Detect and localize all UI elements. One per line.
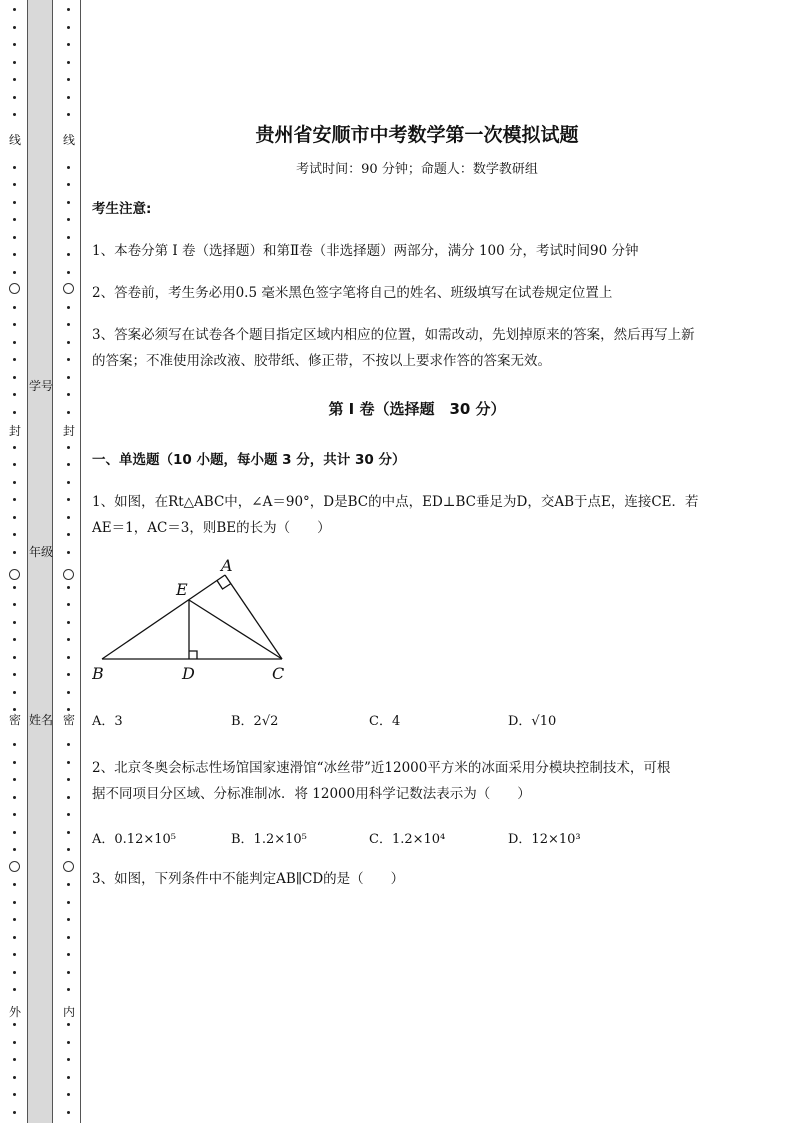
dot [67, 796, 70, 799]
dot [13, 78, 16, 81]
option-c: C．4 [369, 714, 401, 729]
dot [67, 78, 70, 81]
dot [13, 673, 16, 676]
dot [13, 411, 16, 414]
dot [13, 971, 16, 974]
part-title: 一、单选题（10 小题，每小题 3 分，共计 30 分） [92, 452, 406, 468]
dot [13, 481, 16, 484]
dot [67, 393, 70, 396]
dot [13, 306, 16, 309]
triangle-figure [92, 555, 302, 685]
dot [13, 1076, 16, 1079]
dot [67, 358, 70, 361]
segment-ec [189, 600, 282, 659]
dot [67, 43, 70, 46]
dot [67, 516, 70, 519]
dot [67, 953, 70, 956]
label-a: A [221, 556, 233, 575]
dot [67, 306, 70, 309]
dot [67, 61, 70, 64]
dot [67, 621, 70, 624]
dot [13, 848, 16, 851]
dot [67, 498, 70, 501]
option-c: C．1.2×10⁴ [369, 832, 446, 847]
dot [67, 481, 70, 484]
dot [67, 691, 70, 694]
dot [67, 831, 70, 834]
dot [13, 236, 16, 239]
label-b: B [92, 664, 104, 683]
dot [13, 603, 16, 606]
dot [13, 8, 16, 11]
dot [67, 218, 70, 221]
option-b: B．1.2×10⁵ [231, 832, 307, 847]
dot [13, 358, 16, 361]
dot [13, 446, 16, 449]
question-1-line-2: AE＝1，AC＝3，则BE的长为（ ） [92, 520, 331, 536]
dot [67, 918, 70, 921]
dot [13, 96, 16, 99]
name-label: 姓名 [28, 713, 53, 727]
notice-heading: 考生注意: [92, 201, 152, 217]
dot [67, 586, 70, 589]
dot [13, 743, 16, 746]
name-field-strip [27, 0, 53, 1123]
dot [13, 918, 16, 921]
dot [13, 201, 16, 204]
dot [67, 936, 70, 939]
dot [67, 113, 70, 116]
dot [13, 953, 16, 956]
dot [13, 271, 16, 274]
dot [13, 708, 16, 711]
dot [13, 621, 16, 624]
segment-ba [102, 575, 225, 659]
dot [13, 1023, 16, 1026]
dot [13, 183, 16, 186]
dot [67, 813, 70, 816]
label-d: D [182, 664, 195, 683]
question-1-line-1: 1、如图，在Rt△ABC中，∠A＝90°，D是BC的中点，ED⊥BC垂足为D，交AB于点E，连接CE．若 [92, 494, 699, 510]
binding-char: 外 [8, 1005, 21, 1019]
dot [67, 1023, 70, 1026]
dot [67, 533, 70, 536]
dot [67, 201, 70, 204]
student-id-label: 学号 [28, 379, 53, 393]
dot [67, 96, 70, 99]
label-e: E [176, 580, 188, 599]
label-c: C [272, 664, 285, 683]
dot [67, 463, 70, 466]
dot [67, 1041, 70, 1044]
dot [13, 778, 16, 781]
dot [13, 988, 16, 991]
dot [13, 551, 16, 554]
dot [67, 236, 70, 239]
dot [67, 743, 70, 746]
dot [13, 656, 16, 659]
dot [13, 1058, 16, 1061]
dot [13, 26, 16, 29]
dot [67, 166, 70, 169]
dot [13, 1041, 16, 1044]
dot [67, 411, 70, 414]
ring-marker [9, 861, 20, 872]
dot [13, 516, 16, 519]
dot [67, 183, 70, 186]
dot [67, 1076, 70, 1079]
binding-margin [0, 0, 82, 1123]
dot [67, 673, 70, 676]
dot [13, 1111, 16, 1114]
dot [67, 551, 70, 554]
question-2-line-2: 据不同项目分区域、分标准制冰．将 12000用科学记数法表示为（ ） [92, 786, 531, 802]
question-1-options [92, 710, 742, 730]
dot [13, 43, 16, 46]
ring-marker [9, 283, 20, 294]
question-2-line-1: 2、北京冬奥会标志性场馆国家速滑馆“冰丝带”近12000平方米的冰面采用分模块控制技术，可根 [92, 760, 671, 776]
notice-item-1: 1、本卷分第 I 卷（选择题）和第Ⅱ卷（非选择题）两部分，满分 100 分，考试时间90 分钟 [92, 243, 639, 259]
dot [67, 883, 70, 886]
dot [13, 61, 16, 64]
dot [67, 323, 70, 326]
option-d: D．12×10³ [508, 832, 581, 847]
dot [67, 988, 70, 991]
dot [67, 603, 70, 606]
dot [67, 26, 70, 29]
ring-marker [9, 569, 20, 580]
dot [13, 1093, 16, 1096]
dot [67, 271, 70, 274]
dot [13, 533, 16, 536]
dot [13, 463, 16, 466]
dot [67, 778, 70, 781]
dot [13, 936, 16, 939]
dot [67, 1093, 70, 1096]
dot [13, 341, 16, 344]
dot [67, 341, 70, 344]
dot [13, 796, 16, 799]
ring-marker [63, 283, 74, 294]
notice-item-2: 2、答卷前，考生务必用0.5 毫米黑色签字笔将自己的姓名、班级填写在试卷规定位置上 [92, 285, 613, 301]
option-d: D．√10 [508, 714, 557, 729]
dot [13, 691, 16, 694]
dot [67, 1058, 70, 1061]
dot [13, 586, 16, 589]
dot [67, 761, 70, 764]
binding-border [80, 0, 81, 1123]
dot [13, 498, 16, 501]
dot [67, 1111, 70, 1114]
dot [13, 166, 16, 169]
ring-marker [63, 569, 74, 580]
dot [13, 813, 16, 816]
dot [13, 218, 16, 221]
notice-item-3: 3、答案必须写在试卷各个题目指定区域内相应的位置，如需改动，先划掉原来的答案，然后再写上新 [92, 327, 695, 343]
dot [67, 638, 70, 641]
dot [67, 8, 70, 11]
dot [13, 253, 16, 256]
dot [13, 638, 16, 641]
dot [13, 376, 16, 379]
binding-char: 密 [62, 713, 75, 727]
segment-ac [225, 575, 282, 659]
dot [13, 393, 16, 396]
notice-item-3-cont: 的答案；不准使用涂改液、胶带纸、修正带，不按以上要求作答的答案无效。 [92, 353, 551, 369]
option-b: B．2√2 [231, 714, 279, 729]
outer-dotted-line [8, 0, 22, 1123]
dot [67, 253, 70, 256]
exam-subtitle: 考试时间：90 分钟；命题人：数学教研组 [296, 162, 538, 177]
inner-dotted-line [62, 0, 76, 1123]
dot [67, 971, 70, 974]
binding-char: 封 [8, 424, 21, 438]
dot [67, 446, 70, 449]
dot [13, 113, 16, 116]
section-title: 第 I 卷（选择题 30 分） [328, 400, 506, 418]
dot [67, 848, 70, 851]
binding-char: 封 [62, 424, 75, 438]
right-angle-d [189, 651, 197, 659]
binding-char: 线 [62, 133, 75, 147]
dot [13, 883, 16, 886]
question-2-options [92, 828, 742, 848]
dot [67, 708, 70, 711]
dot [13, 761, 16, 764]
dot [67, 376, 70, 379]
ring-marker [63, 861, 74, 872]
dot [13, 901, 16, 904]
option-a: A．0.12×10⁵ [92, 832, 176, 847]
dot [13, 831, 16, 834]
grade-label: 年级 [28, 545, 53, 559]
dot [13, 323, 16, 326]
option-a: A．3 [92, 714, 123, 729]
exam-title: 贵州省安顺市中考数学第一次模拟试题 [255, 124, 579, 146]
dot [67, 901, 70, 904]
binding-char: 内 [62, 1005, 75, 1019]
dot [67, 656, 70, 659]
binding-char: 密 [8, 713, 21, 727]
question-3-line-1: 3、如图，下列条件中不能判定AB∥CD的是（ ） [92, 871, 405, 887]
binding-char: 线 [8, 133, 21, 147]
